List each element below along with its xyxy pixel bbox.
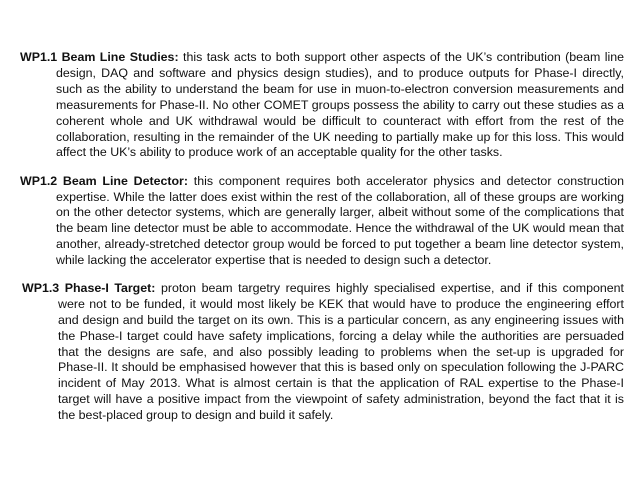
work-package-wp1-1 bbox=[20, 50, 625, 161]
work-package-wp1-3 bbox=[22, 281, 624, 424]
wp1-3-body: proton beam targetry requires highly specialised expertise, and if this component were not to be funded, it would most likely be KEK that would have to produce the engineering effort and design and build the target on its own. This is a particular concern, as any engineering issues with the Phase-I target could have safety implications, forcing a delay while the authorities are persuaded that the designs are safe, and also possibly leading to problems when the set-up is upgraded for Phase-II. It should be emphasised however that this is based only on speculation following the J-PARC incident of May 2013. What is almost certain is that the application of RAL expertise to the Phase-I target will have a positive impact from the viewpoint of safety administration, beyond the fact that it is the best-placed group to design and build it safely. bbox=[58, 281, 624, 422]
wp1-2-heading: WP1.2 Beam Line Detector: bbox=[20, 173, 189, 188]
work-package-wp1-2 bbox=[20, 173, 624, 269]
wp1-1-heading: WP1.1 Beam Line Studies: bbox=[20, 50, 179, 65]
wp1-2-body: this component requires both accelerator physics and detector construction expertise. While the latter does exist within the rest of the collaboration, all of these groups are working on the other detector systems, which are generally larger, albeit without some of the complications that the beam line detector must be able to accommodate. Hence the withdrawal of the UK would mean that another, already-stretched detector group would be forced to put together a beam line detector system, while lacking the accelerator expertise that is needed to design such a detector. bbox=[56, 173, 624, 267]
wp1-3-heading: WP1.3 Phase-I Target: bbox=[22, 281, 156, 296]
wp1-1-body: this task acts to both support other aspects of the UK’s contribution (beam line design, DAQ and software and physics design studies), and to produce outputs for Phase-I directly, such as the ability to understand the beam for use in muon-to-electron conversion measurements and measurements for Phase-II. No other COMET groups possess the ability to carry out these studies as a coherent whole and UK withdrawal would be difficult to counteract with effort from the rest of the collaboration, resulting in the remainder of the UK needing to partially make up for this loss. This would affect the UK’s ability to produce work of an acceptable quality for the other tasks. bbox=[56, 50, 625, 160]
document-page bbox=[0, 38, 640, 424]
